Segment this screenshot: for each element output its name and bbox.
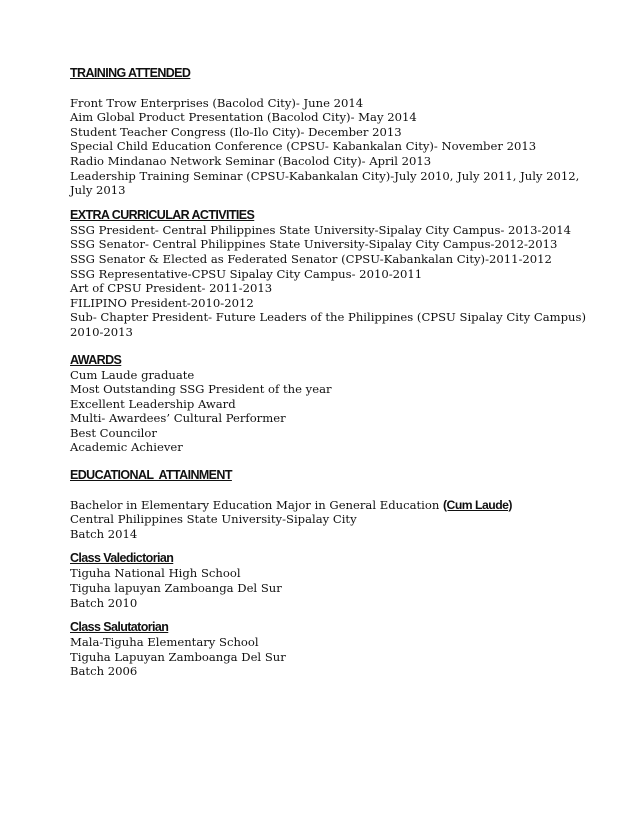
high-school-location: Tiguha lapuyan Zamboanga Del Sur [70, 581, 282, 596]
college-school: Central Philippines State University-Sipalay City [70, 512, 357, 527]
activity-item: SSG President- Central Philippines State University-Sipalay City Campus- 2013-2014 [70, 222, 571, 237]
activity-item: SSG Senator- Central Philippines State University-Sipalay City Campus-2012-2013 [70, 237, 558, 252]
training-item: Student Teacher Congress (Ilo-Ilo City)- December 2013 [70, 124, 402, 139]
high-school-batch: Batch 2010 [70, 595, 138, 610]
elementary-batch: Batch 2006 [70, 664, 138, 679]
award-item: Excellent Leadership Award [70, 396, 236, 411]
degree-text: Bachelor in Elementary Education Major in General Education [70, 497, 443, 512]
elementary-location: Tiguha Lapuyan Zamboanga Del Sur [70, 649, 286, 664]
activity-item: FILIPINO President-2010-2012 [70, 295, 254, 310]
award-item: Best Councilor [70, 425, 157, 440]
training-item: July 2013 [70, 183, 126, 198]
award-item: Cum Laude graduate [70, 367, 195, 382]
high-school-name: Tiguha National High School [70, 566, 241, 581]
extra-curricular-section [70, 208, 598, 340]
awards-heading: AWARDS [70, 352, 122, 367]
training-heading: TRAINING ATTENDED [70, 66, 191, 80]
award-item: Most Outstanding SSG President of the year [70, 382, 332, 397]
activity-item: SSG Representative-CPSU Sipalay City Campus- 2010-2011 [70, 266, 423, 281]
college-batch: Batch 2014 [70, 526, 138, 541]
training-section [70, 66, 598, 198]
spacer [70, 81, 598, 96]
cum-laude-honor: (Cum Laude) [443, 497, 512, 512]
salutatorian-heading: Class Salutatorian [70, 620, 169, 635]
award-item: Academic Achiever [70, 440, 183, 455]
elementary-school-name: Mala-Tiguha Elementary School [70, 635, 259, 650]
high-school-entry [70, 551, 598, 610]
activity-item: Art of CPSU President- 2011-2013 [70, 281, 273, 296]
spacer [70, 483, 598, 498]
degree-line [70, 498, 598, 513]
training-item: Front Trow Enterprises (Bacolod City)- June 2014 [70, 95, 364, 110]
awards-section [70, 353, 598, 456]
training-item: Aim Global Product Presentation (Bacolod City)- May 2014 [70, 110, 417, 125]
award-item: Multi- Awardees’ Cultural Performer [70, 411, 286, 426]
training-item: Radio Mindanao Network Seminar (Bacolod City)- April 2013 [70, 153, 432, 168]
activity-item: 2010-2013 [70, 324, 133, 339]
activity-item: Sub- Chapter President- Future Leaders of the Philippines (CPSU Sipalay City Campus) [70, 310, 586, 325]
extra-curricular-heading: EXTRA CURRICULAR ACTIVITIES [70, 207, 255, 222]
elementary-entry [70, 620, 598, 679]
training-item: Special Child Education Conference (CPSU- Kabankalan City)- November 2013 [70, 139, 537, 154]
training-item: Leadership Training Seminar (CPSU-Kabankalan City)-July 2010, July 2011, July 2012, [70, 168, 580, 183]
college-entry [70, 498, 598, 542]
education-section [70, 468, 598, 679]
valedictorian-heading: Class Valedictorian [70, 551, 174, 566]
activity-item: SSG Senator & Elected as Federated Senator (CPSU-Kabankalan City)-2011-2012 [70, 251, 552, 266]
education-heading: EDUCATIONAL ATTAINMENT [70, 468, 232, 483]
